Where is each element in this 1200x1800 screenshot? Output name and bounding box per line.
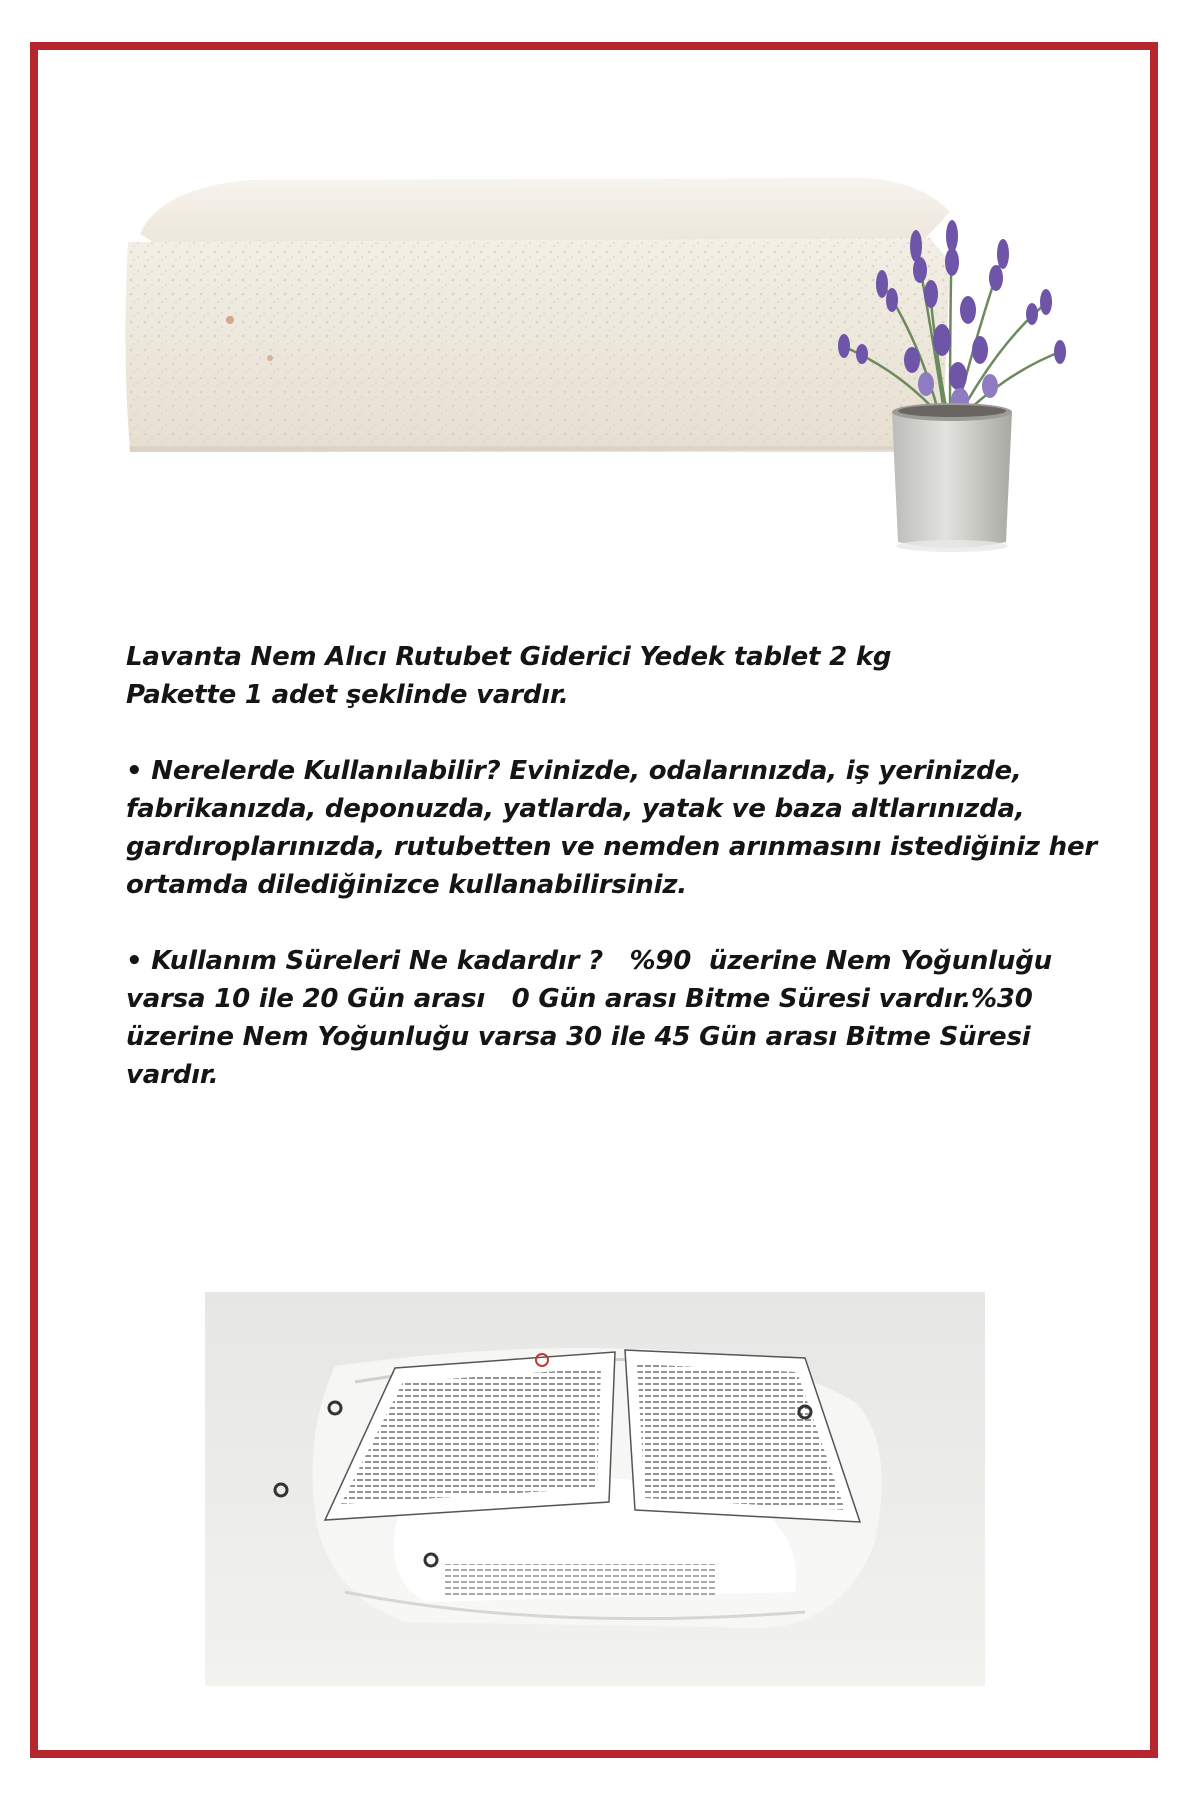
usage-places-paragraph: • Nerelerde Kullanılabilir? Evinizde, odalarınızda, iş yerinizde, fabrikanızda, deponuzda, yatlarda, yatak ve baza altlarınızda, gardıroplarınızda, rutubetten ve nemden arınmasını istediğiniz her ortamda dilediğinizce kullanabilirsiniz.: [126, 756, 1106, 900]
intro-line-2: Pakette 1 adet şeklinde vardır.: [126, 680, 569, 710]
tablet-with-lavender-photo: [100, 150, 1100, 580]
usage-duration-paragraph: • Kullanım Süreleri Ne kadardır ? %90 üzerine Nem Yoğunluğu varsa 10 ile 20 Gün arası 0 Gün arası Bitme Süresi vardır.%30 üzerine Nem Yoğunluğu varsa 30 ile 45 Gün arası Bitme Süresi vardır.: [126, 946, 1061, 1090]
concrete-pot: [892, 403, 1012, 552]
packaged-tablet-photo: [205, 1292, 985, 1686]
intro-line-1: Lavanta Nem Alıcı Rutubet Giderici Yedek tablet 2 kg: [126, 642, 892, 672]
intro-paragraph: [126, 638, 1116, 714]
tablet-block: [125, 178, 950, 452]
package-bottom-strip: [445, 1564, 715, 1598]
product-description: [126, 638, 1116, 1132]
